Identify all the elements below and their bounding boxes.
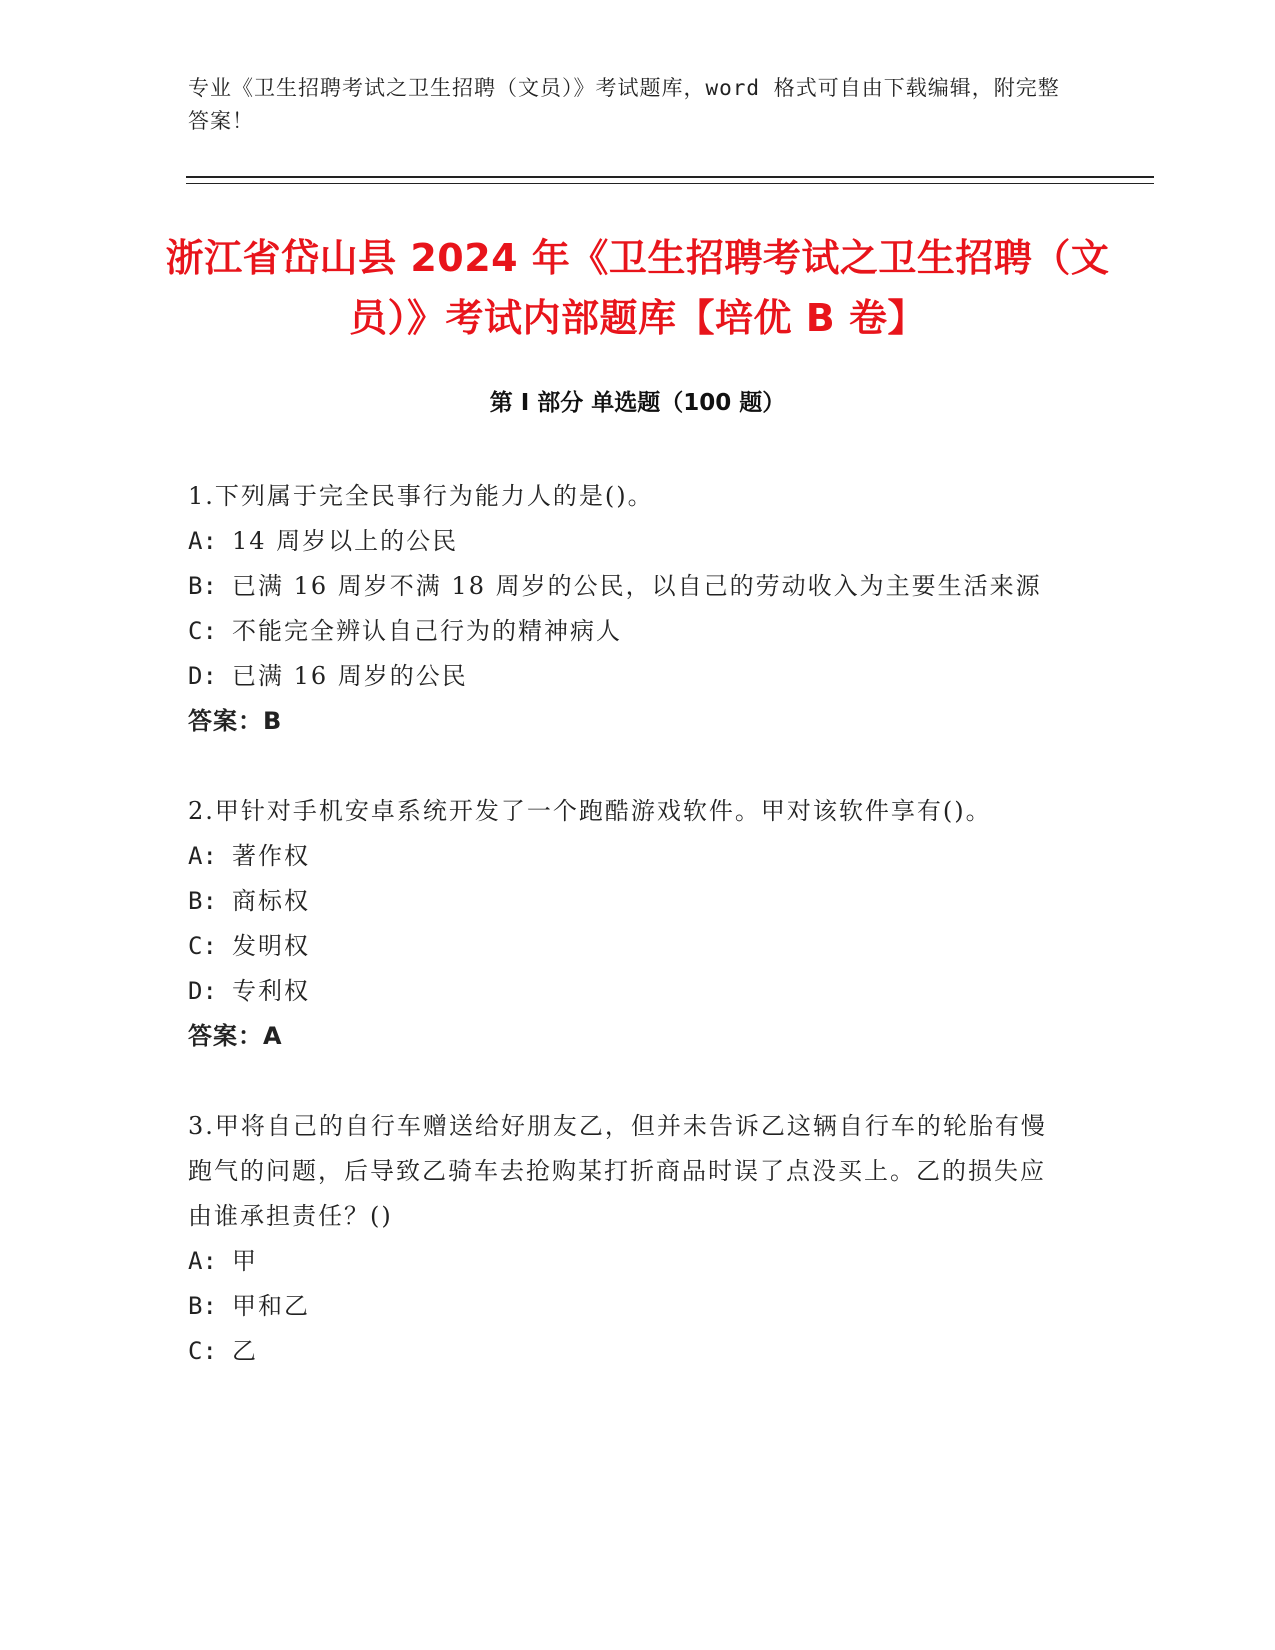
question-1 xyxy=(188,474,1068,744)
option-text: 甲和乙 xyxy=(232,1292,310,1320)
option-d xyxy=(188,969,1068,1014)
option-letter: C: xyxy=(188,1337,217,1365)
answer-line xyxy=(188,1014,1068,1059)
answer-label: 答案： xyxy=(188,1022,263,1050)
option-c xyxy=(188,924,1068,969)
option-text: 发明权 xyxy=(232,932,310,960)
answer-value: A xyxy=(263,1022,283,1050)
option-letter: D: xyxy=(188,977,217,1005)
question-2 xyxy=(188,789,1068,1059)
question-stem: 2.甲针对手机安卓系统开发了一个跑酷游戏软件。甲对该软件享有()。 xyxy=(188,797,992,825)
header-rule-thin xyxy=(186,183,1154,184)
option-text: 商标权 xyxy=(232,887,310,915)
option-letter: D: xyxy=(188,662,217,690)
option-text: 已满 16 周岁的公民 xyxy=(232,662,468,690)
option-b xyxy=(188,1284,1068,1329)
option-letter: A: xyxy=(188,527,217,555)
option-text: 甲 xyxy=(232,1247,258,1275)
option-a xyxy=(188,834,1068,879)
option-text: 乙 xyxy=(232,1337,258,1365)
option-text: 已满 16 周岁不满 18 周岁的公民，以自己的劳动收入为主要生活来源 xyxy=(232,572,1042,600)
question-list xyxy=(188,474,1068,1419)
answer-label: 答案： xyxy=(188,707,263,735)
option-a xyxy=(188,1239,1068,1284)
option-letter: C: xyxy=(188,617,217,645)
option-c xyxy=(188,609,1068,654)
option-b xyxy=(188,879,1068,924)
question-stem: 1.下列属于完全民事行为能力人的是()。 xyxy=(188,482,654,510)
section-title: 第 I 部分 单选题（100 题） xyxy=(489,390,786,416)
option-letter: C: xyxy=(188,932,217,960)
option-letter: A: xyxy=(188,1247,217,1275)
option-text: 专利权 xyxy=(232,977,310,1005)
option-a xyxy=(188,519,1068,564)
option-text: 著作权 xyxy=(232,842,310,870)
question-stem: 3.甲将自己的自行车赠送给好朋友乙，但并未告诉乙这辆自行车的轮胎有慢跑气的问题，后导致乙骑车去抢购某打折商品时误了点没买上。乙的损失应由谁承担责任？() xyxy=(188,1112,1047,1230)
option-text: 不能完全辨认自己行为的精神病人 xyxy=(232,617,622,645)
option-letter: B: xyxy=(188,1292,217,1320)
option-letter: A: xyxy=(188,842,217,870)
option-letter: B: xyxy=(188,887,217,915)
document-title: 浙江省岱山县 2024 年《卫生招聘考试之卫生招聘（文员）》考试内部题库【培优 B 卷】 xyxy=(165,236,1110,340)
answer-line xyxy=(188,699,1068,744)
answer-value: B xyxy=(263,707,283,735)
header-note: 专业《卫生招聘考试之卫生招聘（文员）》考试题库，word 格式可自由下载编辑，附完整答案！ xyxy=(188,76,1060,133)
option-d xyxy=(188,654,1068,699)
option-text: 14 周岁以上的公民 xyxy=(232,527,459,555)
question-3 xyxy=(188,1104,1068,1374)
option-letter: B: xyxy=(188,572,217,600)
option-c xyxy=(188,1329,1068,1374)
option-b xyxy=(188,564,1068,609)
header-rule-thick xyxy=(186,176,1154,178)
